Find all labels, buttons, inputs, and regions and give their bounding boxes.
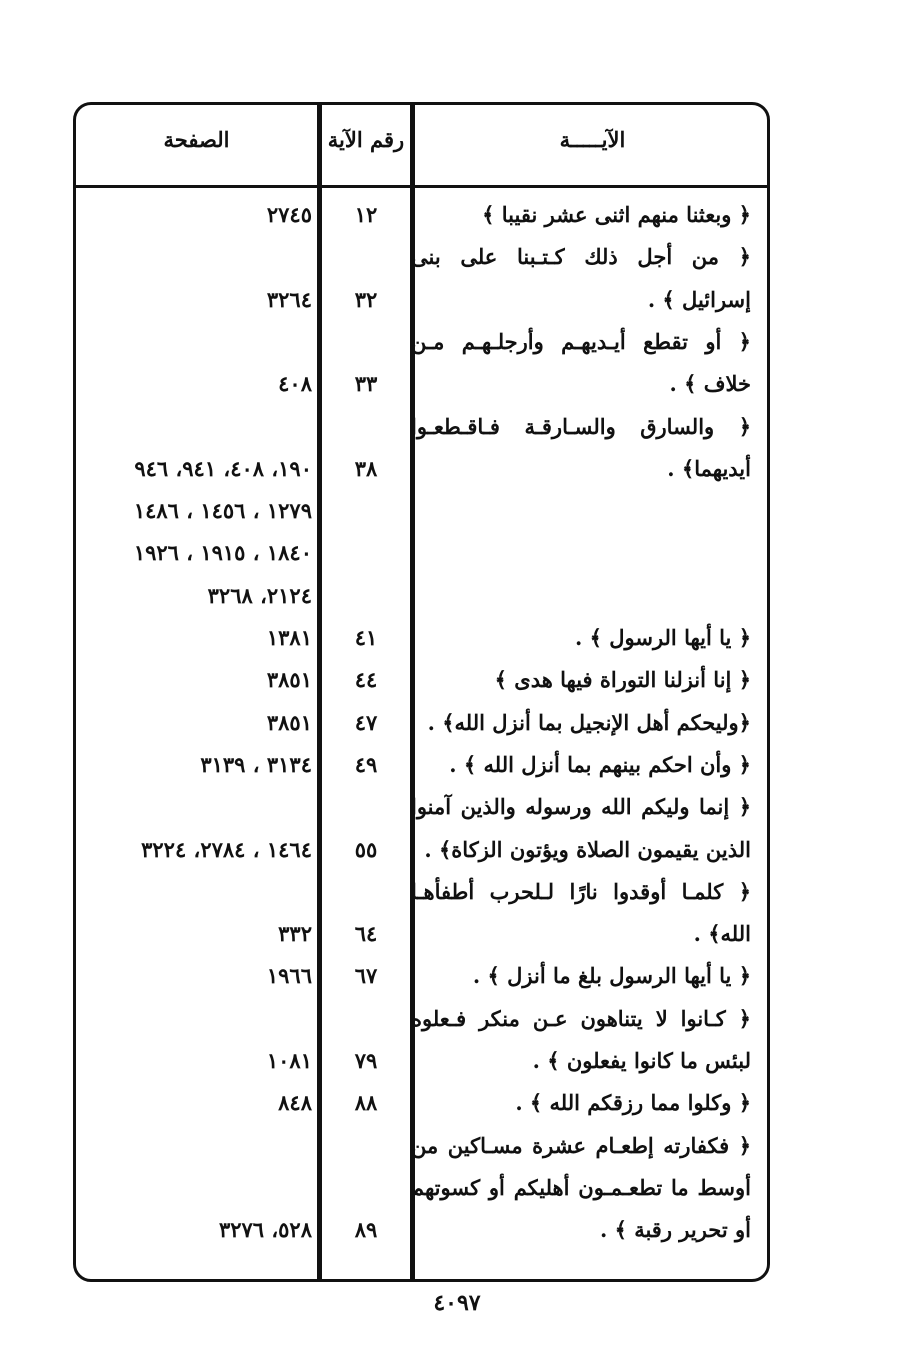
- verse-line: ﴿ أو تقطع أيـديهـم وأرجلـهـم مـن: [411, 328, 751, 354]
- page-references: ١٠٨١: [266, 1048, 312, 1073]
- header-verse: الآيـــــة: [559, 127, 626, 152]
- page-references: ٣٢٦٤: [266, 286, 312, 312]
- verse-number: ٤٤: [354, 667, 378, 693]
- verse-number: ٦٤: [354, 921, 378, 947]
- verse-number: ٧٩: [354, 1048, 378, 1073]
- page-references: ١٢٧٩ ، ١٤٥٦ ، ١٤٨٦: [133, 498, 312, 524]
- verse-number: ٤٩: [354, 751, 378, 777]
- verse-line: ﴿ والسارق والسـارقـة فـاقـطعـوا: [411, 413, 751, 439]
- verse-number: ٤١: [354, 625, 378, 650]
- page-references: ١٩٦٦: [266, 963, 312, 989]
- page-number: ٤٠٩٧: [433, 1290, 481, 1316]
- verse-line: الله﴾ .: [693, 921, 751, 947]
- verse-number: ٨٨: [354, 1090, 378, 1116]
- verse-number: ٣٣: [354, 371, 378, 397]
- page-references: ٣٨٥١: [266, 667, 312, 693]
- verse-number: ١٢: [354, 202, 378, 227]
- header-page: الصفحة: [163, 127, 230, 152]
- verse-line: لبئس ما كانوا يفعلون ﴾ .: [532, 1048, 751, 1073]
- page-references: ٣٣٢: [278, 921, 312, 947]
- verse-line: ﴿ يا أيها الرسول ﴾ .: [575, 625, 751, 650]
- verse-line: ﴿ كـانوا لا يتناهون عـن منكر فـعلوه: [411, 1005, 751, 1031]
- header-verse-number: رقم الآية: [327, 127, 405, 152]
- verse-line: الذين يقيمون الصلاة ويؤتون الزكاة﴾ .: [424, 836, 751, 862]
- verse-line: أوسط ما تطعـمـون أهليكم أو كسوتهم: [411, 1174, 751, 1200]
- verse-line: أيديهما﴾ .: [667, 455, 751, 481]
- verse-line: ﴿ وكلوا مما رزقكم الله ﴾ .: [515, 1090, 751, 1116]
- verse-line: ﴿ وأن احكم بينهم بما أنزل الله ﴾ .: [449, 751, 751, 777]
- page-references: ١٣٨١: [266, 625, 312, 650]
- verse-line: أو تحرير رقبة ﴾ .: [599, 1217, 751, 1243]
- index-table: [73, 102, 770, 1282]
- verse-number: ٣٢: [354, 286, 378, 312]
- verse-line: ﴿ وبعثنا منهم اثنى عشر نقيبا ﴾: [482, 202, 751, 227]
- verse-line: إسرائيل ﴾ .: [647, 286, 751, 312]
- page-references: ٤٠٨: [278, 371, 312, 397]
- page-references: ١٩٠، ٤٠٨، ٩٤١، ٩٤٦: [134, 455, 312, 481]
- page-references: ٣١٣٤ ، ٣١٣٩: [200, 751, 312, 777]
- page-references: ١٤٦٤ ، ٢٧٨٤، ٣٢٢٤: [141, 836, 312, 862]
- verse-line: ﴿ إنا أنزلنا التوراة فيها هدى ﴾: [494, 667, 751, 693]
- header-divider: [76, 185, 767, 188]
- page-references: ٨٤٨: [278, 1090, 312, 1116]
- verse-line: ﴿ من أجل ذلك كـتـبنا على بنى: [411, 244, 751, 270]
- verse-line: ﴿ إنما وليكم الله ورسوله والذين آمنوا: [411, 794, 751, 820]
- verse-number: ٤٧: [354, 709, 378, 735]
- verse-line: ﴿ فكفارته إطعـام عشرة مسـاكين من: [411, 1132, 751, 1158]
- page-references: ٢١٢٤، ٣٢٦٨: [207, 582, 312, 608]
- page-references: ٢٧٤٥: [266, 202, 312, 227]
- verse-line: خلاف ﴾ .: [669, 371, 751, 397]
- verse-line: ﴿ كلمـا أوقدوا نارًا لـلحرب أطفأهـا: [411, 878, 751, 904]
- verse-number: ٦٧: [354, 963, 378, 989]
- page-references: ١٨٤٠ ، ١٩١٥ ، ١٩٢٦: [133, 540, 312, 566]
- verse-line: ﴿وليحكم أهل الإنجيل بما أنزل الله﴾ .: [427, 709, 751, 735]
- verse-line: ﴿ يا أيها الرسول بلغ ما أنزل ﴾ .: [472, 963, 751, 989]
- verse-number: ٨٩: [354, 1217, 378, 1243]
- verse-number: ٣٨: [354, 455, 378, 481]
- page-references: ٥٢٨، ٣٢٧٦: [218, 1217, 312, 1243]
- verse-number: ٥٥: [354, 836, 378, 862]
- page-references: ٣٨٥١: [266, 709, 312, 735]
